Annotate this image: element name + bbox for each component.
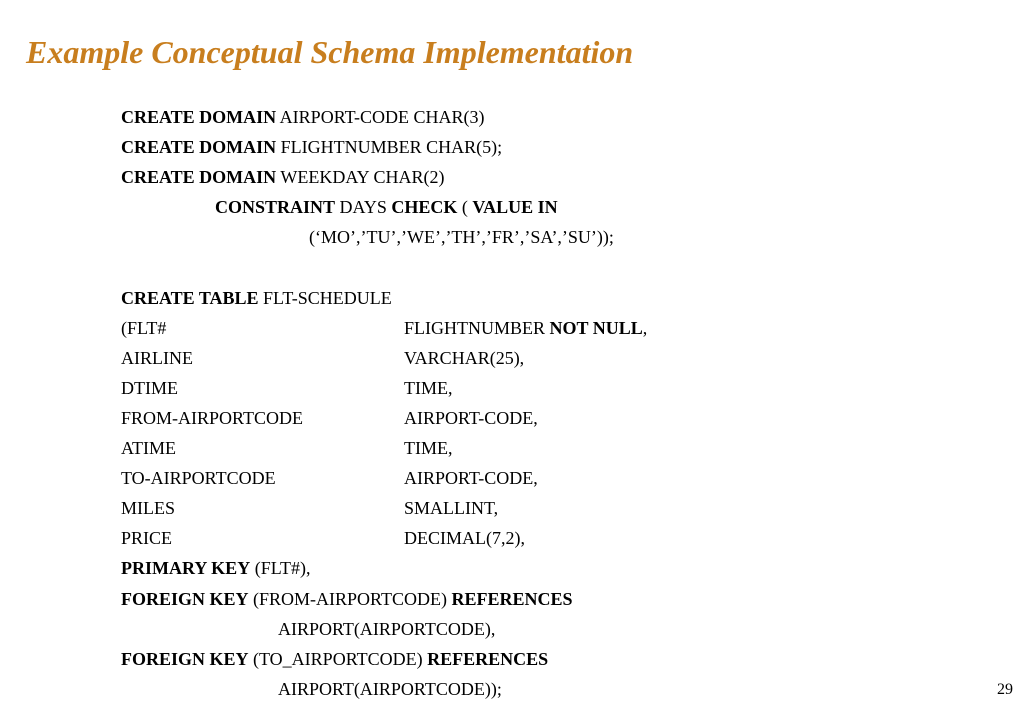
column-type: TIME,: [404, 377, 453, 398]
column-definition-line: [121, 343, 981, 373]
column-definition-line: [121, 373, 981, 403]
blank-line: [121, 252, 981, 282]
sql-text: (FROM-AIRPORTCODE): [248, 588, 452, 609]
sql-text: FLT-SCHEDULE: [258, 287, 392, 308]
sql-keyword: CREATE DOMAIN: [121, 137, 277, 158]
sql-text: AIRPORT(AIRPORTCODE));: [278, 678, 502, 699]
primary-key-line: [121, 553, 981, 583]
create-table-line: [121, 283, 981, 313]
sql-text: (: [457, 197, 473, 218]
sql-keyword: FOREIGN KEY: [121, 648, 249, 669]
sql-text: FLIGHTNUMBER CHAR(5);: [276, 137, 503, 158]
column-type: AIRPORT-CODE,: [404, 407, 538, 428]
sql-keyword: PRIMARY KEY: [121, 558, 251, 579]
sql-text: (FLT#),: [250, 558, 311, 579]
column-definition-line: [121, 493, 981, 523]
foreign-key-target-line: [121, 674, 981, 704]
sql-text: (‘MO’,’TU’,’WE’,’TH’,’FR’,’SA’,’SU’));: [309, 227, 614, 248]
sql-text: ,: [642, 317, 648, 338]
column-definition-line: [121, 313, 981, 343]
constraint-line: [121, 192, 981, 222]
column-name: (FLT#: [121, 317, 167, 338]
sql-text: AIRPORT(AIRPORTCODE),: [278, 618, 496, 639]
sql-keyword: CREATE DOMAIN: [121, 107, 277, 127]
column-definition-line: [121, 523, 981, 553]
foreign-key-target-line: [121, 614, 981, 644]
column-type: VARCHAR(25),: [404, 347, 525, 368]
constraint-values-line: [121, 222, 981, 252]
column-name: MILES: [121, 498, 175, 519]
column-type: SMALLINT,: [404, 498, 499, 519]
sql-keyword: FOREIGN KEY: [121, 588, 249, 609]
sql-keyword: NOT NULL: [549, 317, 643, 338]
sql-keyword: CREATE TABLE: [121, 287, 259, 308]
sql-code-block: [121, 102, 981, 704]
column-type: AIRPORT-CODE,: [404, 468, 538, 489]
column-name: TO-AIRPORTCODE: [121, 468, 276, 489]
column-name: FROM-AIRPORTCODE: [121, 407, 303, 428]
sql-keyword: CONSTRAINT: [215, 197, 336, 218]
sql-text: DAYS: [335, 197, 392, 218]
column-type: DECIMAL(7,2),: [404, 528, 525, 549]
foreign-key-line: [121, 584, 981, 614]
column-name: ATIME: [121, 438, 176, 459]
column-type: [404, 313, 647, 343]
sql-keyword: REFERENCES: [451, 588, 573, 609]
sql-keyword: REFERENCES: [427, 648, 549, 669]
sql-keyword: VALUE IN: [472, 197, 558, 218]
column-name: DTIME: [121, 377, 178, 398]
sql-text: AIRPORT-CODE CHAR(3): [276, 107, 485, 127]
column-definition-line: [121, 403, 981, 433]
sql-text: (TO_AIRPORTCODE): [248, 648, 428, 669]
column-definition-line: [121, 463, 981, 493]
column-name: PRICE: [121, 528, 173, 549]
column-type: TIME,: [404, 438, 453, 459]
create-domain-line: [121, 132, 981, 162]
column-name: AIRLINE: [121, 347, 193, 368]
sql-keyword: CHECK: [391, 197, 458, 218]
sql-text: FLIGHTNUMBER: [404, 317, 550, 338]
foreign-key-line: [121, 644, 981, 674]
sql-keyword: CREATE DOMAIN: [121, 167, 277, 188]
page-number: 29: [997, 681, 1013, 698]
slide-title: Example Conceptual Schema Implementation: [26, 34, 634, 70]
create-domain-line: [121, 102, 981, 132]
create-domain-line: [121, 162, 981, 192]
sql-text: WEEKDAY CHAR(2): [276, 167, 445, 188]
column-definition-line: [121, 433, 981, 463]
